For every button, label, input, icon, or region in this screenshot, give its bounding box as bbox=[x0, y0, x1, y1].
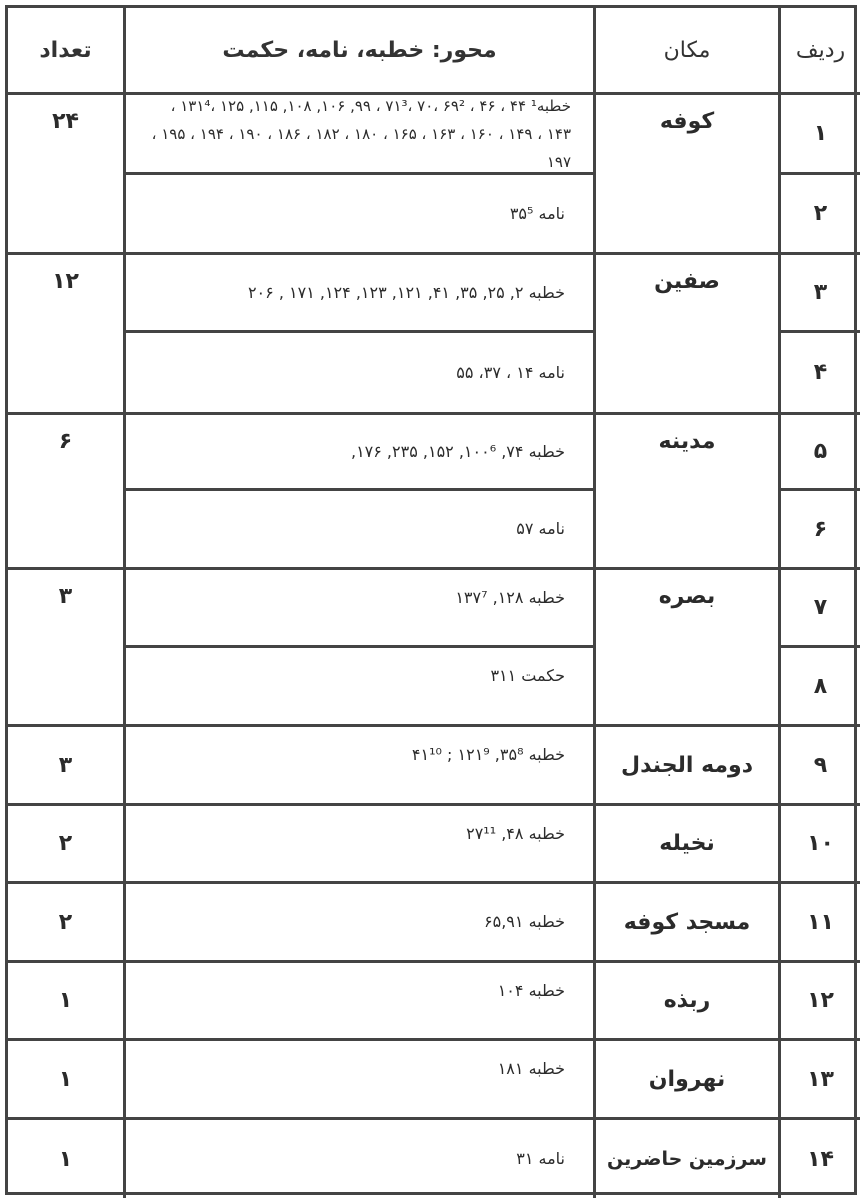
topic-cell: نامه ۱۴ ، ۳۷، ۵۵ bbox=[126, 333, 596, 415]
header-topic: محور: خطبه، نامه، حکمت bbox=[126, 8, 596, 95]
row-number-cell: ۶ bbox=[781, 491, 860, 570]
row-number-cell: ۳ bbox=[781, 255, 860, 333]
place-cell: نخیله bbox=[596, 806, 781, 884]
place-cell: صفین bbox=[596, 255, 781, 415]
places-table bbox=[5, 5, 857, 1195]
row-number-cell: ۱ bbox=[781, 95, 860, 175]
row-number-cell: ۱۱ bbox=[781, 884, 860, 963]
row-number-cell: ۵ bbox=[781, 415, 860, 491]
topic-cell: خطبه ۲, ۲۵, ۳۵, ۴۱, ۱۲۱, ۱۲۳, ۱۲۴, ۱۷۱ , ۲۰۶ bbox=[126, 255, 596, 333]
place-cell: سرزمین حاضرین bbox=[596, 1120, 781, 1198]
topic-cell: خطبه ۶۵,۹۱ bbox=[126, 884, 596, 963]
topic-cell: نامه ۳۱ bbox=[126, 1120, 596, 1198]
topic-line: خطبه¹ ۴۴ ، ۴۶ ، ۶۹² ،۷۰ ،۷۱³ ، ۹۹, ۱۰۶, ۱۰۸, ۱۱۵, ۱۲۵ ،۱۳۱⁴ ، bbox=[170, 96, 571, 115]
topic-cell: خطبه ۳۵⁸, ۱۲۱⁹ ; ۴۱¹⁰ bbox=[126, 727, 596, 806]
topic-cell: خطبه ۴۸, ۲۷¹¹ bbox=[126, 806, 596, 884]
count-cell: ۱ bbox=[8, 963, 126, 1041]
topic-cell: خطبه ۱۰۴ bbox=[126, 963, 596, 1041]
place-cell: دومه الجندل bbox=[596, 727, 781, 806]
place-cell: نهروان bbox=[596, 1041, 781, 1120]
topic-line: ۱۴۳ ، ۱۴۹ ، ۱۶۰ ، ۱۶۳ ، ۱۶۵ ، ۱۸۰ ، ۱۸۲ ، ۱۸۶ ، ۱۹۰ ، ۱۹۴ ، ۱۹۵ ، ۱۹۷ bbox=[151, 124, 571, 171]
row-number-cell: ۱۳ bbox=[781, 1041, 860, 1120]
topic-cell: نامه ۳۵⁵ bbox=[126, 175, 596, 255]
count-cell: ۲ bbox=[8, 884, 126, 963]
row-number-cell: ۷ bbox=[781, 570, 860, 648]
row-number-cell: ۲ bbox=[781, 175, 860, 255]
row-number-cell: ۱۴ bbox=[807, 1146, 834, 1172]
topic-cell: نامه ۵۷ bbox=[126, 491, 596, 570]
place-cell: ربذه bbox=[596, 963, 781, 1041]
count-cell: ۲۴ bbox=[8, 95, 126, 255]
row-number-cell: ۴ bbox=[781, 333, 860, 415]
row-number-cell: ۸ bbox=[781, 648, 860, 727]
count-cell: ۳ bbox=[8, 570, 126, 727]
topic-cell: خطبه ۱۲۸, ۱۳۷⁷ bbox=[126, 570, 596, 648]
count-cell: ۳ bbox=[8, 727, 126, 806]
place-cell: بصره bbox=[596, 570, 781, 727]
header-row-number: ردیف bbox=[781, 8, 860, 95]
row-number-cell: ۱۰ bbox=[781, 806, 860, 884]
topic-cell: حکمت ۳۱۱ bbox=[126, 648, 596, 727]
place-cell: کوفه bbox=[596, 95, 781, 255]
count-cell: ۱ bbox=[8, 1041, 126, 1120]
topic-cell: خطبه ۷۴, ۱۰۰⁶, ۱۵۲, ۲۳۵, ۱۷۶, bbox=[126, 415, 596, 491]
header-count: تعداد bbox=[8, 8, 126, 95]
place-cell: مسجد کوفه bbox=[596, 884, 781, 963]
count-cell: ۲ bbox=[8, 806, 126, 884]
topic-cell: خطبه ۱۸۱ bbox=[126, 1041, 596, 1120]
count-cell: ۱ bbox=[8, 1120, 126, 1198]
count-cell: ۱۲ bbox=[8, 255, 126, 415]
header-place: مکان bbox=[596, 8, 781, 95]
row-number-cell: ۹ bbox=[781, 727, 860, 806]
place-cell: مدینه bbox=[596, 415, 781, 570]
count-cell: ۶ bbox=[8, 415, 126, 570]
topic-cell bbox=[126, 95, 596, 175]
row-number-cell: ۱۲ bbox=[781, 963, 860, 1041]
